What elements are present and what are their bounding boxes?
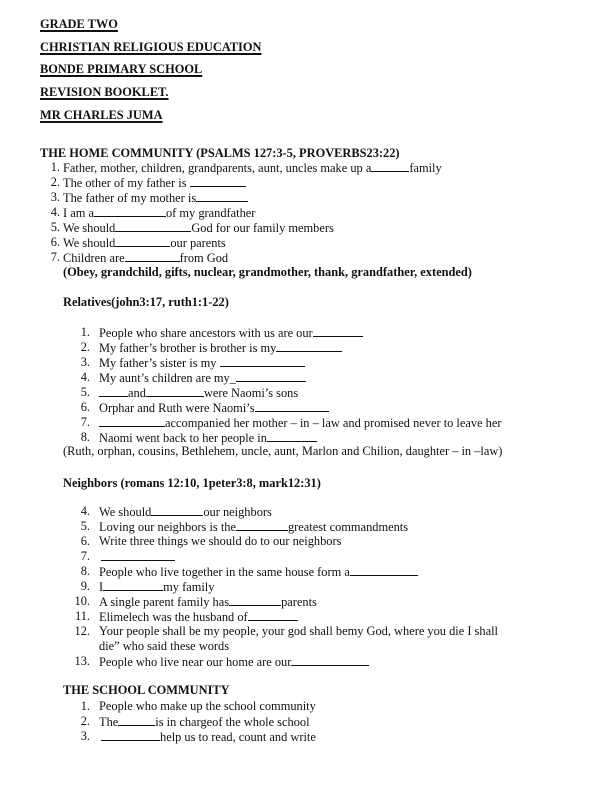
list-item [70, 415, 501, 431]
list-item [70, 385, 298, 401]
item-number: 4. [80, 370, 90, 384]
list-item [70, 325, 363, 341]
item-text: My aunt’s children are my_ [99, 371, 236, 385]
list-item [70, 355, 305, 371]
subject-heading: CHRISTIAN RELIGIOUS EDUCATION [40, 40, 262, 54]
item-number: 10. [74, 594, 90, 608]
item-text: help us to read, count and write [160, 730, 316, 744]
item-text: Orphar and Ruth were Naomi’s [99, 401, 255, 415]
list-item [70, 624, 498, 639]
answer-blank[interactable] [151, 504, 203, 516]
list-item [70, 654, 369, 670]
list-item [70, 400, 329, 416]
answer-blank[interactable] [267, 430, 317, 442]
item-number: 4. [50, 205, 60, 219]
home-community-heading: THE HOME COMMUNITY (PSALMS 127:3-5, PROVERBS23:22) [40, 146, 400, 160]
list-item [70, 340, 342, 356]
item-text: God for our family members [191, 221, 334, 235]
item-text: Your people shall be my people, your god shall bemy God, where you die I shall [99, 624, 498, 638]
item-text: and [128, 386, 146, 400]
item-text: is in chargeof the whole school [155, 715, 310, 729]
item-text: Elimelech was the husband of [99, 610, 248, 624]
item-number: 8. [80, 564, 90, 578]
item-text: People who live near our home are our [99, 655, 292, 669]
item-number: 13. [74, 654, 90, 668]
item-number: 6. [80, 534, 90, 548]
answer-blank[interactable] [236, 519, 288, 531]
item-number: 6. [50, 235, 60, 249]
item-text: My father’s brother is brother is my [99, 341, 277, 355]
item-text: Naomi went back to her people in [99, 431, 267, 445]
item-text: Write three things we should do to our neighbors [99, 534, 342, 548]
answer-blank[interactable] [196, 190, 248, 202]
answer-blank[interactable] [276, 340, 342, 352]
answer-blank[interactable] [118, 714, 155, 726]
answer-blank[interactable] [99, 385, 128, 397]
item-text: We should [99, 505, 152, 519]
item-text: Children are [63, 251, 125, 265]
item-text: were Naomi’s sons [203, 386, 299, 400]
answer-blank[interactable] [236, 370, 306, 382]
item-number: 2. [80, 340, 90, 354]
grade-heading: GRADE TWO [40, 17, 118, 31]
item-text: We should [63, 236, 116, 250]
item-number: 11. [74, 609, 90, 623]
item-text: People who live together in the same house form a [99, 565, 350, 579]
school-community-heading: THE SCHOOL COMMUNITY [63, 683, 230, 697]
list-item [40, 205, 255, 221]
list-item [40, 235, 226, 251]
answer-blank[interactable] [190, 175, 246, 187]
item-text: greatest commandments [287, 520, 409, 534]
item-number: 6. [80, 400, 90, 414]
answer-blank[interactable] [115, 220, 191, 232]
item-number: 2. [80, 714, 90, 728]
list-item [70, 579, 214, 595]
item-number: 9. [80, 579, 90, 593]
list-item [70, 609, 298, 625]
item-text: my family [163, 580, 215, 594]
item-number: 7. [50, 250, 60, 264]
list-item [40, 160, 442, 176]
item-number: 3. [80, 729, 90, 743]
item-number: 8. [80, 430, 90, 444]
answer-blank[interactable] [350, 564, 418, 576]
item-text: parents [281, 595, 317, 609]
item-text: family [409, 161, 442, 175]
answer-blank[interactable] [94, 205, 166, 217]
answer-blank[interactable] [101, 729, 160, 741]
relatives-heading: Relatives(john3:17, ruth1:1-22) [63, 295, 229, 309]
neighbors-heading: Neighbors (romans 12:10, 1peter3:8, mark12:31) [63, 476, 321, 490]
item-text: Loving our neighbors is the [99, 520, 236, 534]
answer-blank[interactable] [220, 355, 305, 367]
answer-blank[interactable] [291, 654, 369, 666]
item-number: 1. [50, 160, 60, 174]
answer-blank[interactable] [99, 415, 165, 427]
list-item [70, 534, 341, 549]
list-item [70, 549, 175, 565]
item-number: 3. [50, 190, 60, 204]
booklet-heading: REVISION BOOKLET. [40, 85, 169, 99]
item-text: from God [179, 251, 229, 265]
item-text: of my grandfather [165, 206, 256, 220]
item-text: I am a [63, 206, 94, 220]
answer-blank[interactable] [313, 325, 363, 337]
item-text: I [99, 580, 104, 594]
answer-blank[interactable] [371, 160, 409, 172]
item-number: 2. [50, 175, 60, 189]
list-item [70, 699, 316, 714]
item-text: The father of my mother is [63, 191, 197, 205]
answer-blank[interactable] [255, 400, 329, 412]
item-text: People who make up the school community [99, 699, 316, 713]
list-item-continuation: die” who said these words [99, 639, 230, 653]
list-item [40, 190, 248, 206]
item-number: 5. [80, 385, 90, 399]
answer-blank[interactable] [125, 250, 180, 262]
list-item [40, 175, 246, 191]
item-text: The [99, 715, 119, 729]
answer-blank[interactable] [115, 235, 170, 247]
item-text: My father’s sister is my [99, 356, 220, 370]
item-number: 7. [80, 549, 90, 563]
school-heading: BONDE PRIMARY SCHOOL [40, 62, 203, 76]
list-item [70, 714, 310, 730]
list-item [70, 564, 418, 580]
list-item [70, 594, 317, 610]
list-item [70, 370, 306, 386]
item-text: A single parent family has [99, 595, 230, 609]
item-number: 1. [80, 699, 90, 713]
item-number: 1. [80, 325, 90, 339]
list-item [40, 250, 228, 266]
item-number: 12. [74, 624, 90, 638]
item-number: 5. [80, 519, 90, 533]
item-text: Father, mother, children, grandparents, aunt, uncles make up a [63, 161, 372, 175]
answer-blank[interactable] [248, 609, 298, 621]
item-number: 4. [80, 504, 90, 518]
answer-blank[interactable] [101, 549, 175, 561]
list-item [70, 504, 272, 520]
item-number: 7. [80, 415, 90, 429]
word-bank: (Obey, grandchild, gifts, nuclear, grandmother, thank, grandfather, extended) [63, 265, 472, 279]
item-text: our parents [170, 236, 226, 250]
word-bank: (Ruth, orphan, cousins, Bethlehem, uncle, aunt, Marlon and Chilion, daughter – in –law) [63, 444, 503, 458]
item-number: 3. [80, 355, 90, 369]
item-number: 5. [50, 220, 60, 234]
answer-blank[interactable] [146, 385, 204, 397]
list-item [40, 220, 334, 236]
answer-blank[interactable] [103, 579, 163, 591]
answer-blank[interactable] [229, 594, 281, 606]
item-text: The other of my father is [63, 176, 190, 190]
teacher-heading: MR CHARLES JUMA [40, 108, 163, 122]
list-item [70, 729, 316, 745]
item-text: our neighbors [203, 505, 272, 519]
item-text: People who share ancestors with us are our [99, 326, 313, 340]
item-text: accompanied her mother – in – law and promised never to leave her [165, 416, 502, 430]
item-text: We should [63, 221, 116, 235]
list-item [70, 519, 408, 535]
